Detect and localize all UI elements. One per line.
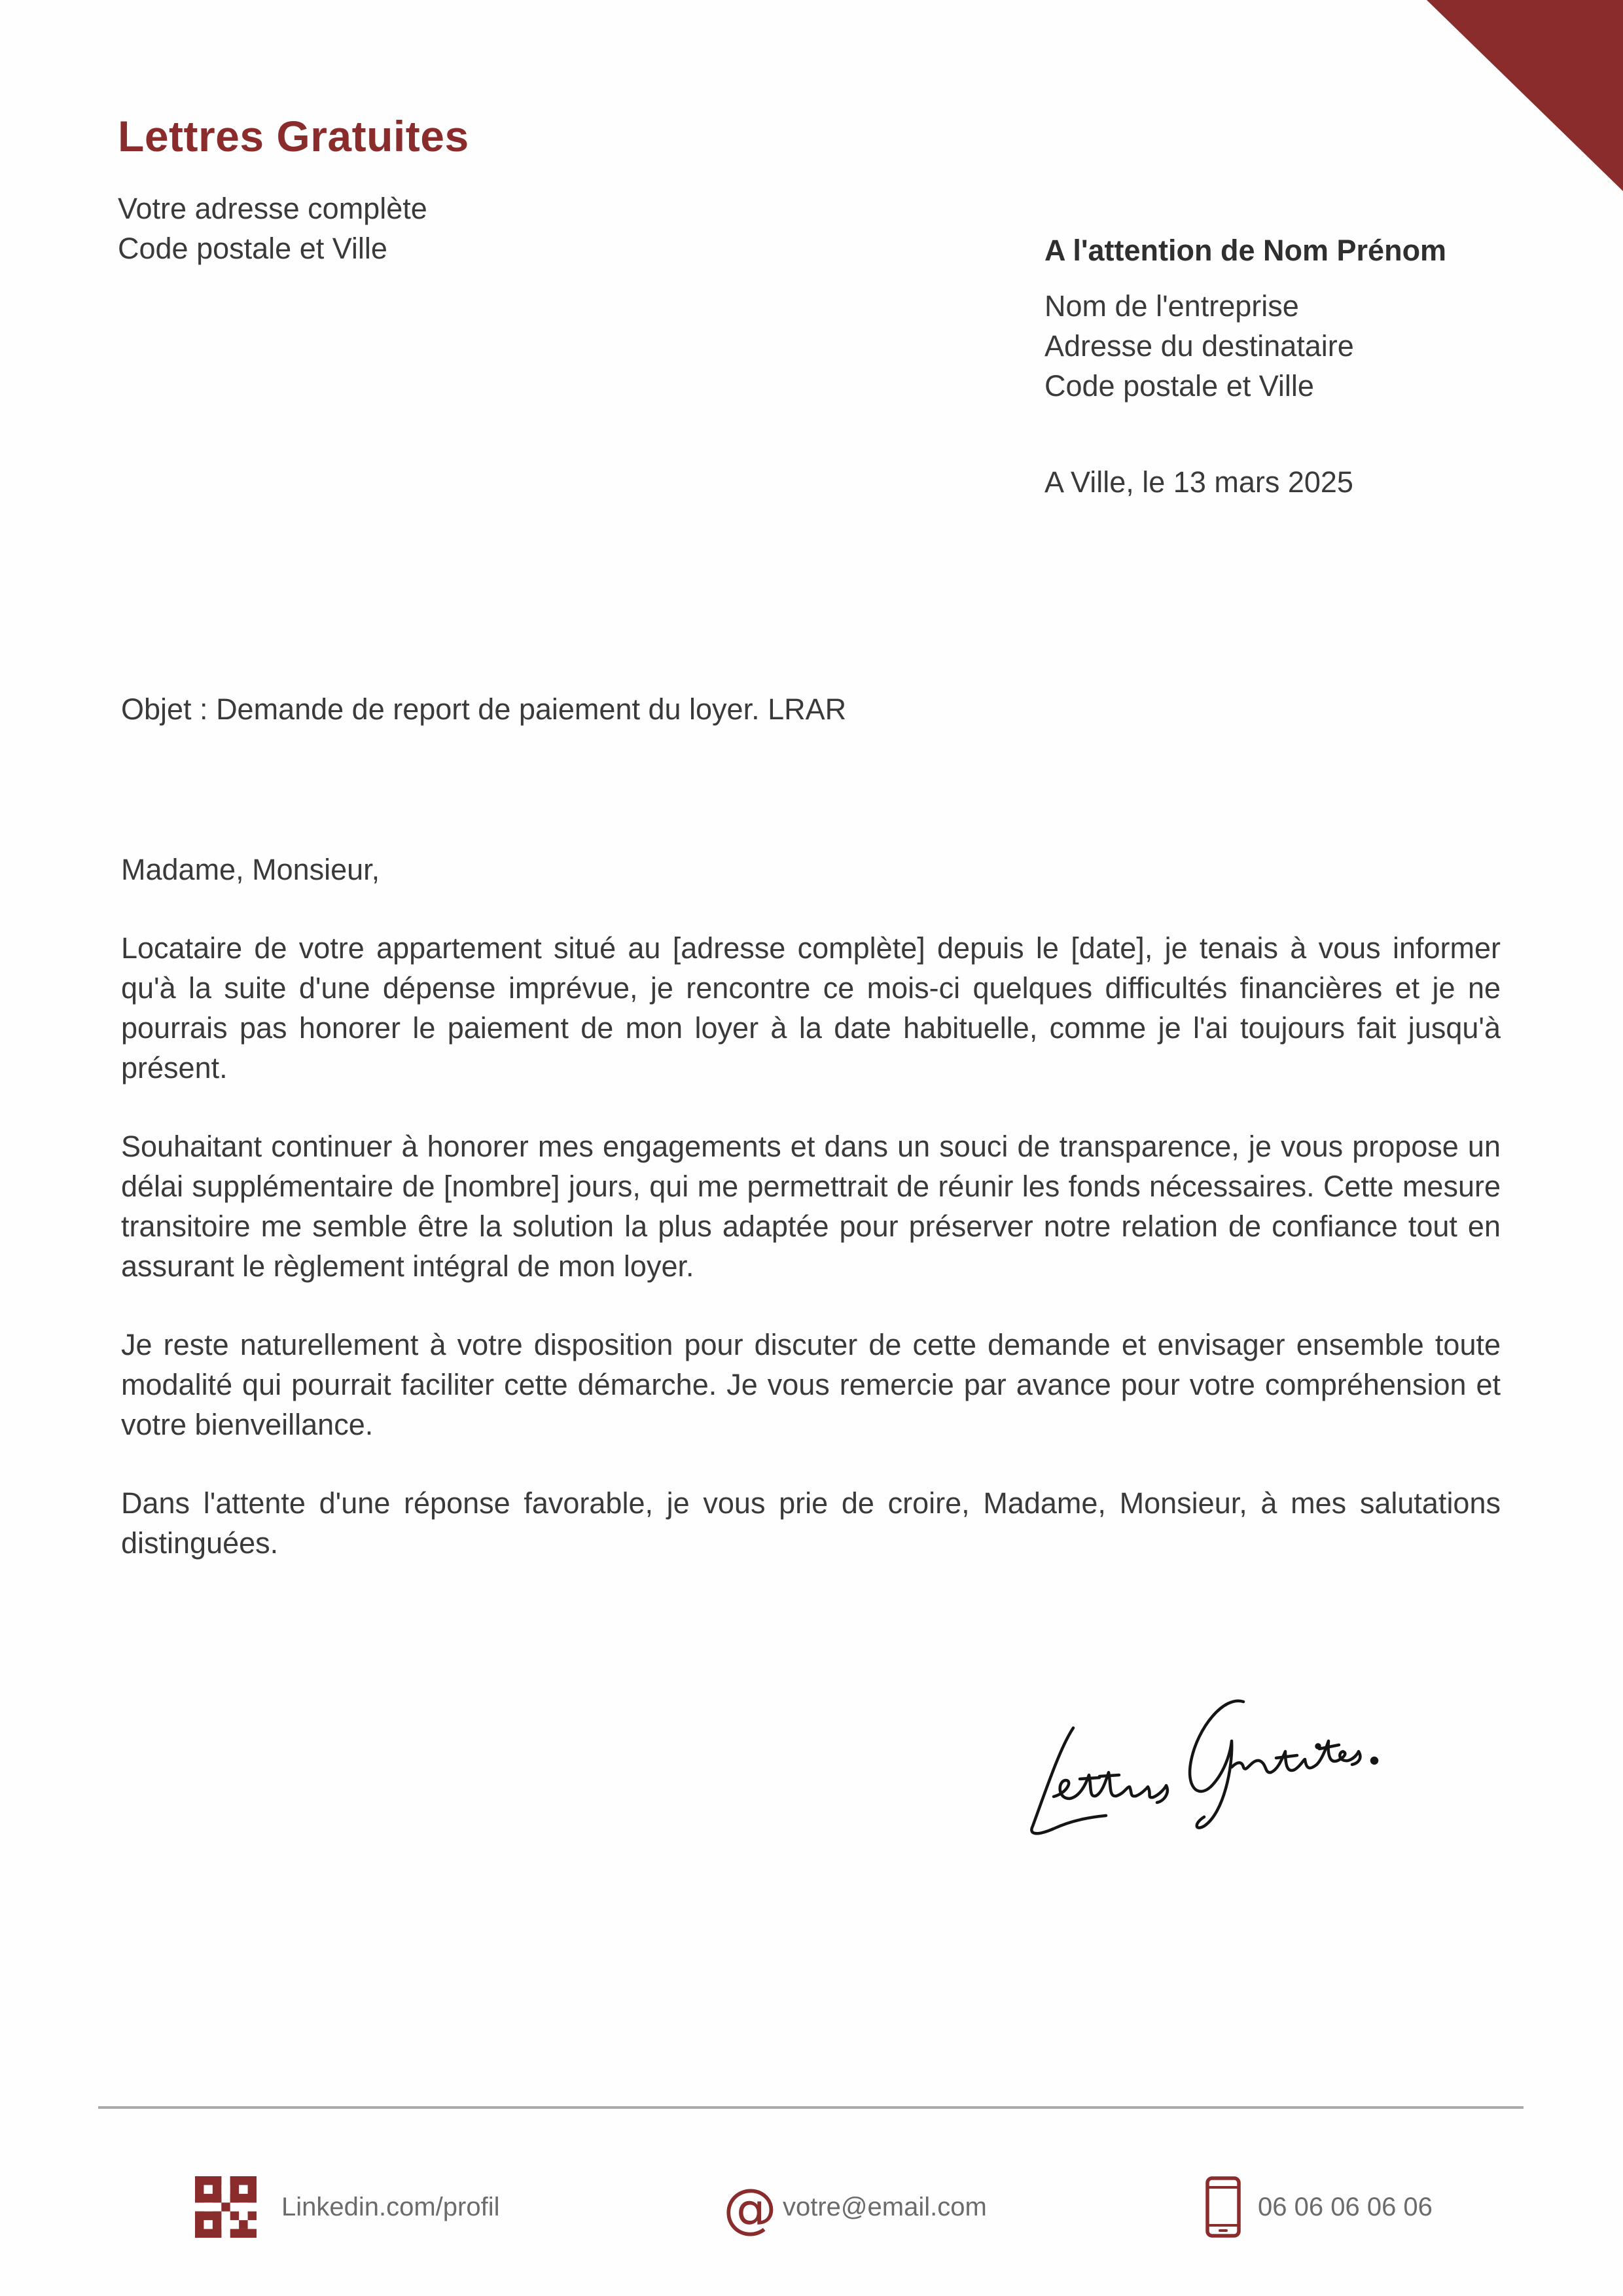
brand-title: Lettres Gratuites [118,112,469,160]
at-sign-icon [723,2174,777,2240]
sender-address-line: Votre adresse complète [118,192,427,225]
recipient-address [1044,286,1446,406]
recipient-attention: A l'attention de Nom Prénom [1044,234,1447,267]
recipient-company: Nom de l'entreprise [1044,289,1299,323]
svg-text:@: @ [723,2178,777,2240]
recipient-city: Code postale et Ville [1044,369,1314,403]
footer-phone[interactable] [1204,2174,1433,2240]
letter-body [121,850,1501,1602]
recipient-block [1044,230,1446,502]
footer-divider [98,2106,1524,2109]
recipient-street: Adresse du destinataire [1044,329,1354,363]
body-paragraph: Locataire de votre appartement situé au [adresse complète] depuis le [date], je tenais à vous informer qu'à la suite d'une dépense imprévue, je rencontre ce mois-ci quelques difficultés financières et je ne pourrais pas honorer le paiement de mon loyer à la date habituelle, comme je l'ai toujours fait jusqu'à présent. [121,931,1501,1085]
mobile-phone-icon [1204,2174,1242,2240]
letter-greeting: Madame, Monsieur, [121,853,380,886]
body-paragraph: Souhaitant continuer à honorer mes engagements et dans un souci de transparence, je vous propose un délai supplémentaire de [nombre] jours, qui me permettrait de réunir les fonds nécessaires. Cette mesure transitoire me semble être la solution la plus adaptée pour préserver notre relation de confiance tout en assurant le règlement intégral de mon loyer. [121,1130,1501,1283]
closing-paragraph: Dans l'attente d'une réponse favorable, je vous prie de croire, Madame, Monsieur, à mes salutations distinguées. [121,1486,1501,1560]
handwritten-signature [1008,1689,1387,1846]
sender-address [118,188,427,268]
footer-email[interactable] [723,2174,987,2240]
letter-subject: Objet : Demande de report de paiement du loyer. LRAR [121,692,847,726]
footer-linkedin[interactable] [195,2174,500,2240]
qr-code-icon [195,2176,257,2238]
linkedin-link[interactable]: Linkedin.com/profil [281,2192,500,2221]
letter-date: A Ville, le 13 mars 2025 [1044,465,1353,499]
phone-number[interactable]: 06 06 06 06 06 [1258,2192,1433,2221]
body-paragraph: Je reste naturellement à votre disposition pour discuter de cette demande et envisager ensemble toute modalité qui pourrait faciliter cette démarche. Je vous remercie par avance pour votre compréhension et votre bienveillance. [121,1328,1501,1441]
corner-triangle-decoration [1427,0,1623,191]
email-link[interactable]: votre@email.com [783,2192,987,2221]
sender-city-line: Code postale et Ville [118,232,387,265]
